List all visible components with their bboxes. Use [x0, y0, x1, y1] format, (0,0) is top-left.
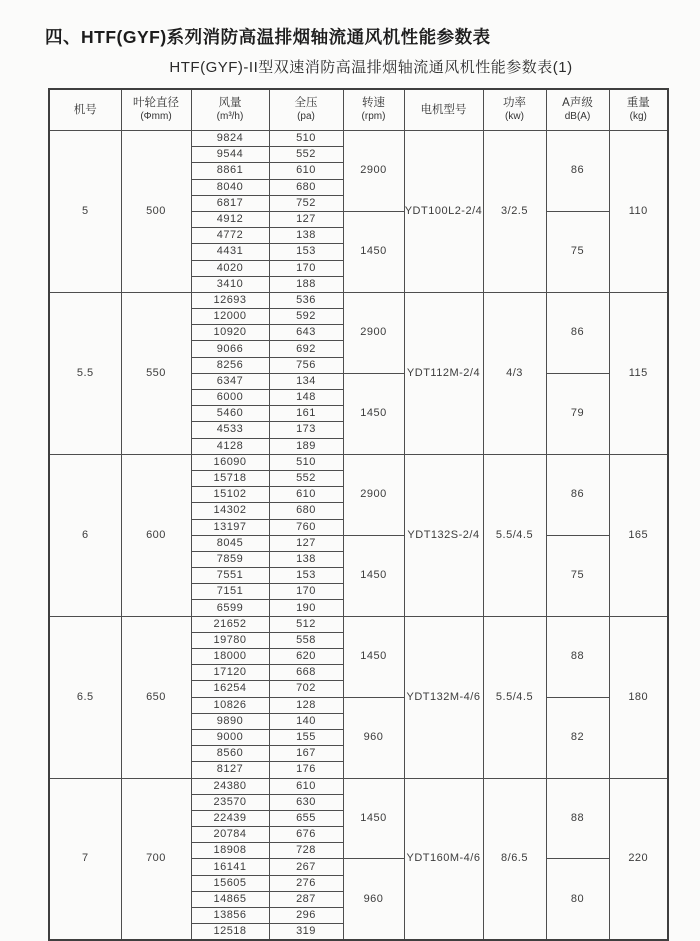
table-header	[49, 89, 668, 131]
cell-airflow: 19780	[191, 632, 269, 648]
cell-airflow: 4020	[191, 260, 269, 276]
cell-noise-level: 86	[546, 454, 609, 535]
cell-total-pressure: 510	[269, 131, 343, 147]
page-title: 四、HTF(GYF)系列消防高温排烟轴流通风机性能参数表	[45, 26, 491, 47]
cell-noise-level: 88	[546, 778, 609, 859]
column-header-4	[269, 89, 343, 131]
cell-airflow: 8127	[191, 762, 269, 778]
cell-total-pressure: 155	[269, 729, 343, 745]
cell-speed-rpm: 1450	[343, 373, 404, 454]
cell-motor-model: YDT160M-4/6	[404, 778, 483, 940]
cell-airflow: 24380	[191, 778, 269, 794]
cell-airflow: 15605	[191, 875, 269, 891]
cell-weight-kg: 115	[609, 292, 668, 454]
cell-machine-no: 6	[49, 454, 121, 616]
cell-airflow: 8560	[191, 746, 269, 762]
header-label: 机号	[73, 103, 97, 116]
cell-total-pressure: 610	[269, 163, 343, 179]
cell-total-pressure: 148	[269, 390, 343, 406]
header-label: 全压	[294, 97, 318, 110]
column-header-2	[121, 89, 191, 131]
cell-motor-model: YDT112M-2/4	[404, 292, 483, 454]
cell-airflow: 13856	[191, 908, 269, 924]
cell-airflow: 21652	[191, 616, 269, 632]
cell-power-kw: 5.5/4.5	[483, 616, 546, 778]
column-header-6	[404, 89, 483, 131]
cell-noise-level: 75	[546, 211, 609, 292]
header-unit: (Φmm)	[140, 111, 172, 123]
cell-airflow: 12518	[191, 924, 269, 941]
header-unit: (rpm)	[361, 111, 386, 123]
cell-total-pressure: 188	[269, 276, 343, 292]
cell-motor-model: YDT100L2-2/4	[404, 131, 483, 293]
cell-airflow: 7151	[191, 584, 269, 600]
cell-airflow: 15102	[191, 487, 269, 503]
cell-total-pressure: 267	[269, 859, 343, 875]
cell-airflow: 13197	[191, 519, 269, 535]
cell-airflow: 9544	[191, 147, 269, 163]
cell-total-pressure: 167	[269, 746, 343, 762]
cell-total-pressure: 536	[269, 292, 343, 308]
cell-airflow: 22439	[191, 810, 269, 826]
header-row	[49, 89, 668, 131]
cell-speed-rpm: 960	[343, 859, 404, 940]
cell-total-pressure: 643	[269, 325, 343, 341]
cell-total-pressure: 512	[269, 616, 343, 632]
cell-noise-level: 88	[546, 616, 609, 697]
column-header-1	[49, 89, 121, 131]
cell-total-pressure: 128	[269, 697, 343, 713]
cell-total-pressure: 510	[269, 454, 343, 470]
cell-speed-rpm: 1450	[343, 211, 404, 292]
cell-total-pressure: 668	[269, 665, 343, 681]
cell-motor-model: YDT132S-2/4	[404, 454, 483, 616]
cell-total-pressure: 756	[269, 357, 343, 373]
cell-total-pressure: 558	[269, 632, 343, 648]
header-label: 风量	[218, 97, 242, 110]
cell-airflow: 9000	[191, 729, 269, 745]
table-body	[49, 131, 668, 941]
cell-power-kw: 4/3	[483, 292, 546, 454]
cell-airflow: 6599	[191, 600, 269, 616]
header-label: 功率	[503, 97, 526, 110]
cell-total-pressure: 319	[269, 924, 343, 941]
cell-total-pressure: 676	[269, 827, 343, 843]
cell-impeller-diameter: 700	[121, 778, 191, 940]
cell-total-pressure: 680	[269, 503, 343, 519]
cell-noise-level: 86	[546, 292, 609, 373]
cell-speed-rpm: 960	[343, 697, 404, 778]
cell-airflow: 16254	[191, 681, 269, 697]
cell-airflow: 20784	[191, 827, 269, 843]
cell-airflow: 18000	[191, 649, 269, 665]
cell-airflow: 8256	[191, 357, 269, 373]
table-subtitle: HTF(GYF)-II型双速消防高温排烟轴流通风机性能参数表(1)	[169, 59, 573, 76]
cell-airflow: 18908	[191, 843, 269, 859]
cell-airflow: 12000	[191, 309, 269, 325]
cell-speed-rpm: 2900	[343, 454, 404, 535]
cell-airflow: 4128	[191, 438, 269, 454]
cell-airflow: 7551	[191, 568, 269, 584]
cell-total-pressure: 760	[269, 519, 343, 535]
cell-impeller-diameter: 600	[121, 454, 191, 616]
cell-power-kw: 8/6.5	[483, 778, 546, 940]
cell-total-pressure: 287	[269, 891, 343, 907]
cell-total-pressure: 153	[269, 568, 343, 584]
cell-airflow: 10826	[191, 697, 269, 713]
table-row	[49, 454, 668, 470]
cell-total-pressure: 134	[269, 373, 343, 389]
table-row	[49, 131, 668, 147]
cell-airflow: 8045	[191, 535, 269, 551]
cell-total-pressure: 276	[269, 875, 343, 891]
cell-total-pressure: 170	[269, 584, 343, 600]
header-label: 重量	[626, 97, 650, 110]
column-header-3	[191, 89, 269, 131]
cell-airflow: 23570	[191, 794, 269, 810]
cell-airflow: 17120	[191, 665, 269, 681]
cell-total-pressure: 702	[269, 681, 343, 697]
cell-total-pressure: 655	[269, 810, 343, 826]
cell-machine-no: 5.5	[49, 292, 121, 454]
cell-impeller-diameter: 650	[121, 616, 191, 778]
cell-airflow: 14865	[191, 891, 269, 907]
cell-airflow: 9824	[191, 131, 269, 147]
cell-noise-level: 75	[546, 535, 609, 616]
cell-noise-level: 82	[546, 697, 609, 778]
cell-airflow: 6000	[191, 390, 269, 406]
cell-total-pressure: 127	[269, 535, 343, 551]
column-header-7	[483, 89, 546, 131]
cell-airflow: 7859	[191, 551, 269, 567]
cell-airflow: 3410	[191, 276, 269, 292]
cell-airflow: 16090	[191, 454, 269, 470]
table-row	[49, 292, 668, 308]
cell-total-pressure: 140	[269, 713, 343, 729]
cell-airflow: 6347	[191, 373, 269, 389]
cell-weight-kg: 165	[609, 454, 668, 616]
cell-total-pressure: 592	[269, 309, 343, 325]
cell-speed-rpm: 2900	[343, 292, 404, 373]
cell-total-pressure: 127	[269, 211, 343, 227]
cell-total-pressure: 552	[269, 470, 343, 486]
cell-airflow: 8040	[191, 179, 269, 195]
cell-airflow: 9890	[191, 713, 269, 729]
cell-airflow: 4772	[191, 228, 269, 244]
cell-airflow: 6817	[191, 195, 269, 211]
header-unit: (pa)	[297, 111, 315, 123]
cell-weight-kg: 180	[609, 616, 668, 778]
table-row	[49, 616, 668, 632]
header-label: A声级	[562, 97, 593, 110]
cell-total-pressure: 610	[269, 778, 343, 794]
cell-total-pressure: 680	[269, 179, 343, 195]
cell-airflow: 16141	[191, 859, 269, 875]
cell-total-pressure: 620	[269, 649, 343, 665]
cell-total-pressure: 610	[269, 487, 343, 503]
cell-airflow: 9066	[191, 341, 269, 357]
cell-total-pressure: 190	[269, 600, 343, 616]
cell-total-pressure: 176	[269, 762, 343, 778]
header-label: 转速	[362, 97, 385, 110]
cell-total-pressure: 138	[269, 228, 343, 244]
header-label: 叶轮直径	[133, 97, 179, 110]
cell-impeller-diameter: 550	[121, 292, 191, 454]
header-label: 电机型号	[420, 103, 467, 116]
cell-speed-rpm: 1450	[343, 616, 404, 697]
cell-total-pressure: 153	[269, 244, 343, 260]
cell-machine-no: 7	[49, 778, 121, 940]
header-unit: (m³/h)	[216, 111, 244, 123]
cell-speed-rpm: 1450	[343, 535, 404, 616]
cell-total-pressure: 296	[269, 908, 343, 924]
header-unit: dB(A)	[564, 111, 591, 123]
cell-total-pressure: 630	[269, 794, 343, 810]
cell-airflow: 4912	[191, 211, 269, 227]
cell-machine-no: 5	[49, 131, 121, 293]
cell-total-pressure: 552	[269, 147, 343, 163]
fan-spec-table	[48, 88, 669, 941]
cell-impeller-diameter: 500	[121, 131, 191, 293]
cell-total-pressure: 138	[269, 551, 343, 567]
cell-airflow: 4431	[191, 244, 269, 260]
cell-airflow: 5460	[191, 406, 269, 422]
cell-total-pressure: 161	[269, 406, 343, 422]
cell-total-pressure: 692	[269, 341, 343, 357]
cell-total-pressure: 170	[269, 260, 343, 276]
column-header-9	[609, 89, 668, 131]
cell-motor-model: YDT132M-4/6	[404, 616, 483, 778]
cell-total-pressure: 752	[269, 195, 343, 211]
cell-noise-level: 80	[546, 859, 609, 940]
cell-airflow: 12693	[191, 292, 269, 308]
cell-weight-kg: 220	[609, 778, 668, 940]
header-unit: (kg)	[629, 111, 647, 123]
cell-airflow: 15718	[191, 470, 269, 486]
cell-airflow: 10920	[191, 325, 269, 341]
cell-weight-kg: 110	[609, 131, 668, 293]
table-row	[49, 778, 668, 794]
cell-noise-level: 86	[546, 131, 609, 212]
cell-total-pressure: 728	[269, 843, 343, 859]
cell-speed-rpm: 1450	[343, 778, 404, 859]
cell-airflow: 14302	[191, 503, 269, 519]
cell-total-pressure: 189	[269, 438, 343, 454]
cell-total-pressure: 173	[269, 422, 343, 438]
cell-noise-level: 79	[546, 373, 609, 454]
cell-airflow: 4533	[191, 422, 269, 438]
cell-machine-no: 6.5	[49, 616, 121, 778]
cell-speed-rpm: 2900	[343, 131, 404, 212]
cell-airflow: 8861	[191, 163, 269, 179]
cell-power-kw: 3/2.5	[483, 131, 546, 293]
column-header-8	[546, 89, 609, 131]
cell-power-kw: 5.5/4.5	[483, 454, 546, 616]
header-unit: (kw)	[505, 111, 524, 123]
column-header-5	[343, 89, 404, 131]
